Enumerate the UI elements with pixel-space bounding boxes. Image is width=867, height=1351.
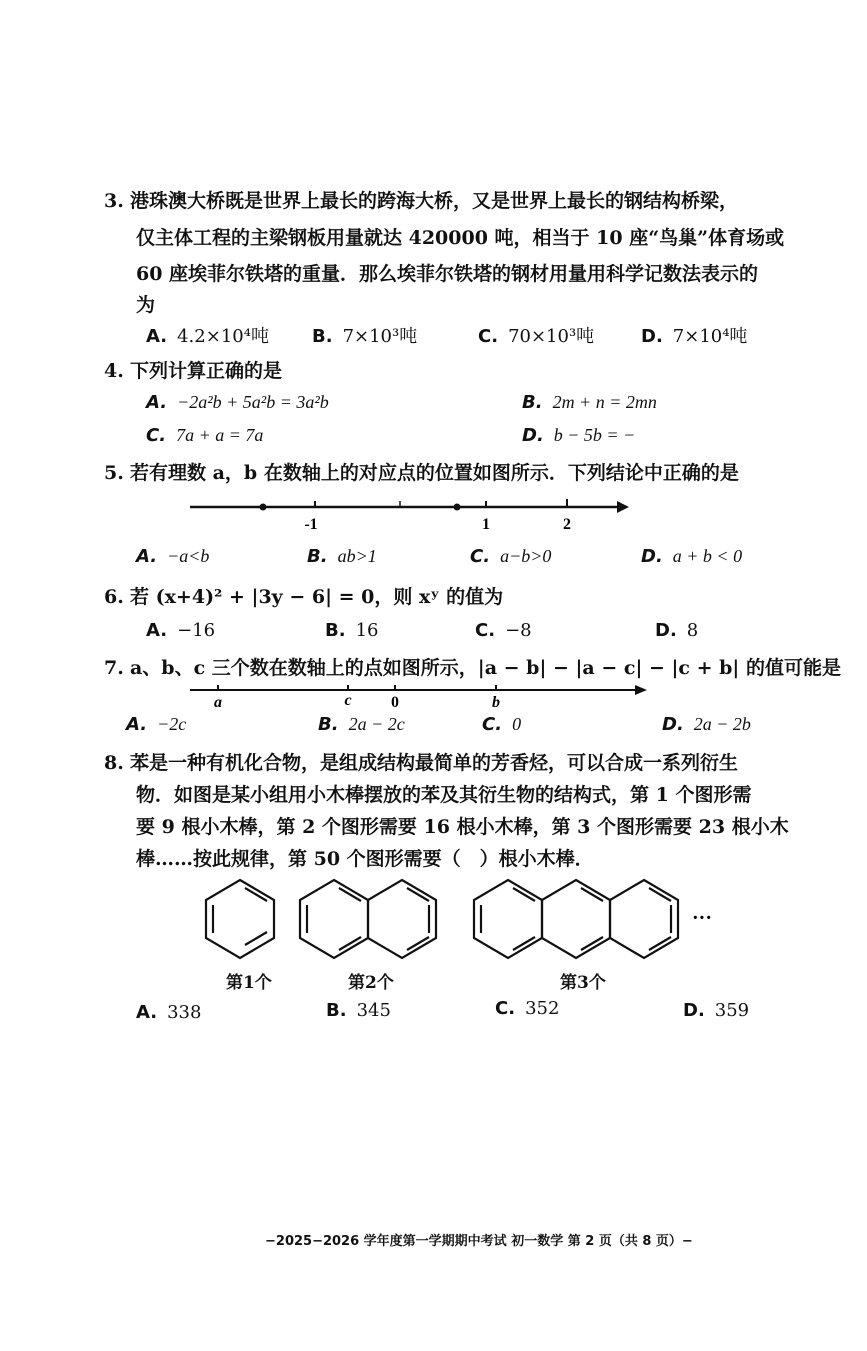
figure-3-anthracene	[474, 880, 678, 958]
option-text: −a<b	[167, 546, 210, 566]
q8-option-c	[495, 998, 559, 1019]
option-label: D.	[655, 620, 677, 641]
q7-option-a	[126, 714, 186, 735]
option-label: A.	[136, 1002, 158, 1023]
caption-figure-3: 第3个	[560, 973, 606, 993]
option-text: 352	[525, 998, 560, 1019]
q4-stem-line	[104, 356, 282, 383]
q8-line-4: 棒……按此规律，第 50 个图形需要（ ）根小木棒．	[136, 848, 594, 870]
q8-line-1	[104, 748, 738, 775]
option-label: B.	[325, 620, 346, 641]
option-text: a + b < 0	[672, 546, 743, 566]
q5-number: 5.	[104, 462, 124, 484]
q4-option-d	[522, 425, 635, 446]
option-label: C.	[478, 326, 499, 347]
q6-stem-line	[104, 582, 503, 609]
option-text: −2a²b + 5a²b = 3a²b	[177, 392, 329, 412]
option-label: D.	[683, 1000, 705, 1021]
option-label: C.	[475, 620, 496, 641]
q3-option-d	[641, 322, 747, 348]
q6-number: 6.	[104, 586, 124, 608]
q6-option-a	[146, 620, 215, 641]
option-text: 16	[355, 620, 379, 641]
option-label: B.	[326, 1000, 347, 1021]
q7-option-c	[482, 714, 521, 735]
q5-label-1: 1	[482, 516, 490, 533]
option-label: C.	[482, 714, 503, 735]
option-label: C.	[495, 998, 516, 1019]
option-text: b − 5b = −	[553, 425, 636, 445]
q3-line-3: 60 座埃菲尔铁塔的重量．那么埃菲尔铁塔的钢材用量用科学记数法表示的	[136, 263, 759, 285]
q7-label-a: a	[214, 694, 222, 711]
caption-figure-1: 第1个	[226, 973, 272, 993]
option-text: 7×10⁴吨	[672, 326, 748, 347]
option-text: 359	[714, 1000, 750, 1021]
page-footer: −2025−2026 学年度第一学期期中考试 初一数学 第 2 页（共 8 页）−	[265, 1234, 693, 1249]
option-label: A.	[146, 620, 168, 641]
q4-option-c	[146, 425, 263, 446]
option-label: C.	[470, 546, 491, 567]
q5-point-b	[454, 504, 461, 511]
q3-line-4: 为	[136, 294, 156, 316]
q7-stem: a、b、c 三个数在数轴上的点如图所示，|a − b| − |a − c| − |c + b| 的值可能是	[130, 657, 841, 679]
option-text: 345	[356, 1000, 391, 1021]
option-label: D.	[662, 714, 684, 735]
option-text: −16	[177, 620, 216, 641]
option-label: B.	[522, 392, 543, 413]
q3-option-a	[146, 322, 269, 348]
option-label: D.	[522, 425, 544, 446]
q5-option-a	[136, 546, 209, 567]
option-text: a−b>0	[500, 546, 552, 566]
option-label: A.	[146, 392, 168, 413]
option-text: 2m + n = 2mn	[552, 392, 657, 412]
q7-number-line	[185, 682, 655, 712]
option-label: A.	[126, 714, 148, 735]
q3-line-2: 仅主体工程的主梁钢板用量就达 420000 吨，相当于 10 座“鸟巢”体育场或	[136, 227, 785, 249]
option-text: 7×10³吨	[342, 326, 418, 347]
q5-stem-line	[104, 458, 739, 485]
q6-option-b	[325, 620, 378, 641]
option-label: D.	[641, 326, 663, 347]
option-label: A.	[136, 546, 158, 567]
q7-label-0: 0	[391, 694, 399, 711]
q4-stem: 下列计算正确的是	[130, 360, 283, 382]
caption-figure-2: 第2个	[348, 973, 394, 993]
q6-stem: 若 (x+4)² + |3y − 6| = 0，则 xʸ 的值为	[130, 586, 504, 608]
option-text: 70×10³吨	[508, 326, 595, 347]
q5-arrow	[617, 501, 629, 513]
option-text: 4.2×10⁴吨	[177, 326, 269, 347]
q3-text-1: 港珠澳大桥既是世界上最长的跨海大桥，又是世界上最长的钢结构桥梁，	[130, 190, 739, 212]
q7-number: 7.	[104, 657, 124, 679]
option-label: B.	[318, 714, 339, 735]
q5-option-b	[307, 546, 377, 567]
q4-option-b	[522, 392, 657, 413]
q3-option-b	[312, 322, 417, 348]
q8-option-b	[326, 1000, 391, 1021]
q8-line-2: 物．如图是某小组用小木棒摆放的苯及其衍生物的结构式，第 1 个图形需	[136, 784, 752, 806]
q6-option-c	[475, 620, 532, 641]
q3-line-1	[104, 186, 738, 213]
option-label: A.	[146, 326, 168, 347]
q7-label-c: c	[344, 692, 352, 709]
q7-option-d	[662, 714, 751, 735]
option-text: 7a + a = 7a	[176, 425, 264, 445]
option-label: C.	[146, 425, 167, 446]
q8-figures	[200, 872, 730, 962]
option-label: B.	[307, 546, 328, 567]
q7-arrow	[635, 685, 647, 695]
q5-stem: 若有理数 a，b 在数轴上的对应点的位置如图所示．下列结论中正确的是	[130, 462, 739, 484]
option-text: 2a − 2c	[348, 714, 405, 734]
figure-1-benzene	[206, 880, 274, 958]
q7-label-b: b	[492, 694, 500, 711]
figure-ellipsis: ···	[692, 907, 713, 929]
option-label: D.	[641, 546, 663, 567]
q8-text-1: 苯是一种有机化合物，是组成结构最简单的芳香烃，可以合成一系列衍生	[130, 752, 739, 774]
q5-number-line	[185, 495, 635, 535]
q5-label-minus1: -1	[304, 516, 318, 533]
figure-2-naphthalene	[300, 880, 436, 958]
q8-line-3: 要 9 根小木棒，第 2 个图形需要 16 根小木棒，第 3 个图形需要 23 根小木	[136, 816, 789, 838]
option-text: 338	[167, 1002, 202, 1023]
q5-option-d	[641, 546, 742, 567]
q3-option-c	[478, 322, 594, 348]
q6-option-d	[655, 620, 698, 641]
q5-option-c	[470, 546, 551, 567]
option-text: −2c	[157, 714, 187, 734]
option-text: −8	[505, 620, 532, 641]
option-text: 8	[686, 620, 699, 641]
q8-option-a	[136, 1002, 201, 1023]
q7-option-b	[318, 714, 405, 735]
option-text: 0	[512, 714, 522, 734]
option-text: 2a − 2b	[693, 714, 751, 734]
q5-point-a	[260, 504, 267, 511]
q8-option-d	[683, 1000, 749, 1021]
q7-stem-line	[104, 653, 841, 680]
q8-number: 8.	[104, 752, 124, 774]
q3-number: 3.	[104, 190, 124, 212]
option-label: B.	[312, 326, 333, 347]
q4-option-a	[146, 392, 329, 413]
q4-number: 4.	[104, 360, 124, 382]
q5-label-2: 2	[563, 516, 571, 533]
option-text: ab>1	[337, 546, 377, 566]
